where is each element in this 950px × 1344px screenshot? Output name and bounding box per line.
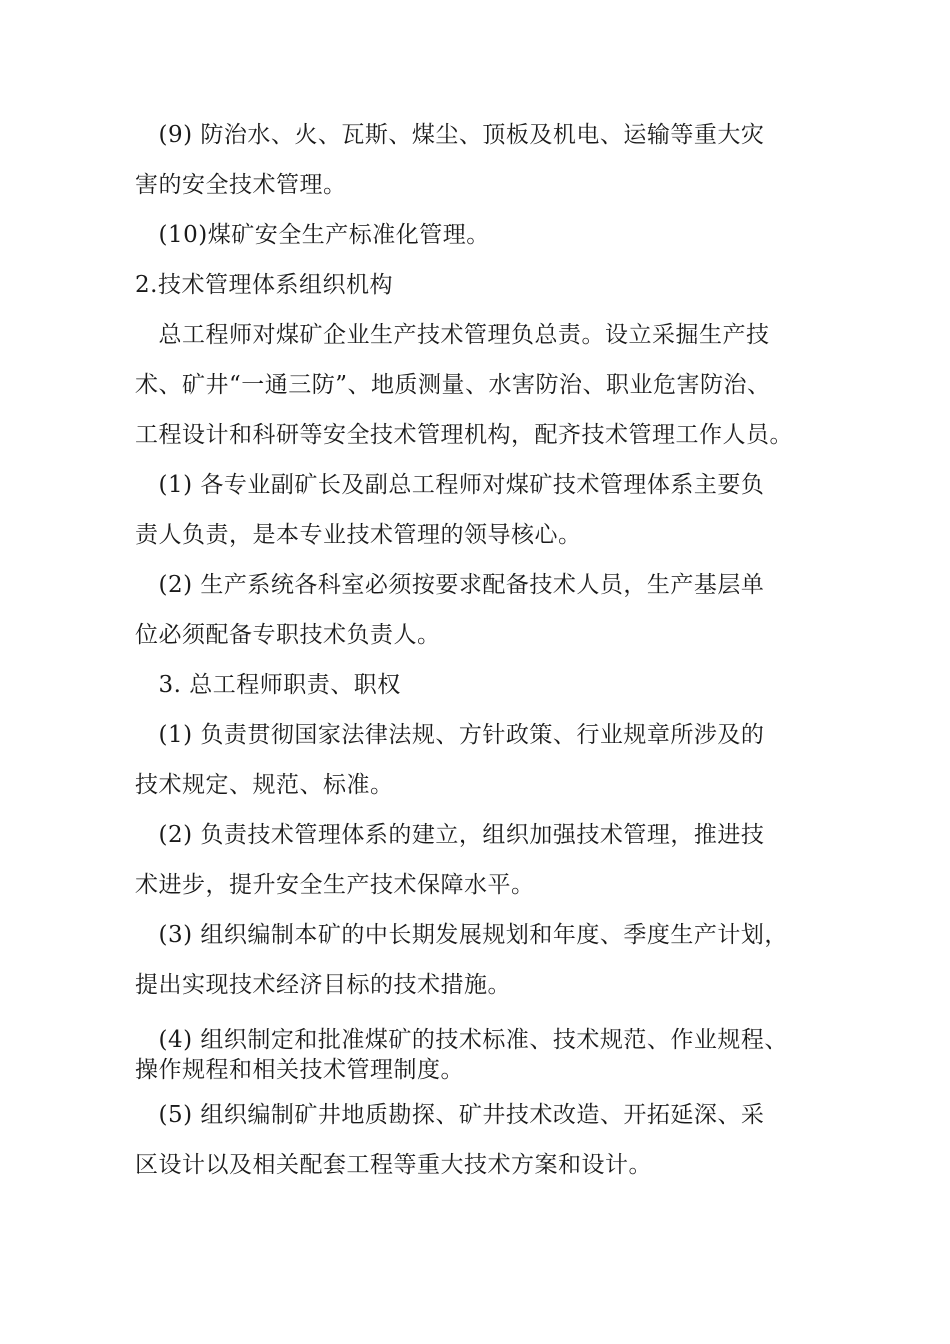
item-10-line: (10)煤矿安全生产标准化管理。 (135, 222, 490, 248)
section-3-item-2-line-1: (2) 负责技术管理体系的建立，组织加强技术管理，推进技 (135, 822, 765, 848)
section-2-paragraph-line-3: 工程设计和科研等安全技术管理机构，配齐技术管理工作人员。 (135, 422, 793, 448)
item-9-line-2: 害的安全技术管理。 (135, 172, 347, 198)
section-3-item-4-line-2: 操作规程和相关技术管理制度。 (135, 1057, 464, 1083)
section-3-item-2-line-2: 术进步，提升安全生产技术保障水平。 (135, 872, 535, 898)
item-9-line-1: (9) 防治水、火、瓦斯、煤尘、顶板及机电、运输等重大灾 (135, 122, 765, 148)
section-3-item-1-line-1: (1) 负责贯彻国家法律法规、方针政策、行业规章所涉及的 (135, 722, 765, 748)
section-3-item-4-line-1: (4) 组织制定和批准煤矿的技术标准、技术规范、作业规程、 (135, 1027, 788, 1053)
section-3-heading: 3. 总工程师职责、职权 (135, 672, 401, 698)
section-2-item-2-line-1: (2) 生产系统各科室必须按要求配备技术人员，生产基层单 (135, 572, 765, 598)
section-3-item-5-line-1: (5) 组织编制矿井地质勘探、矿井技术改造、开拓延深、采 (135, 1102, 765, 1128)
section-2-item-2-line-2: 位必须配备专职技术负责人。 (135, 622, 441, 648)
section-2-heading: 2.技术管理体系组织机构 (135, 272, 393, 298)
section-2-paragraph-line-1: 总工程师对煤矿企业生产技术管理负总责。设立采掘生产技 (135, 322, 770, 348)
section-3-item-1-line-2: 技术规定、规范、标准。 (135, 772, 394, 798)
section-3-item-3-line-1: (3) 组织编制本矿的中长期发展规划和年度、季度生产计划， (135, 922, 788, 948)
section-3-item-3-line-2: 提出实现技术经济目标的技术措施。 (135, 972, 511, 998)
section-2-item-1-line-1: (1) 各专业副矿长及副总工程师对煤矿技术管理体系主要负 (135, 472, 765, 498)
section-3-item-5-line-2: 区设计以及相关配套工程等重大技术方案和设计。 (135, 1152, 652, 1178)
section-2-paragraph-line-2: 术、矿井“一通三防”、地质测量、水害防治、职业危害防治、 (135, 372, 771, 398)
section-2-item-1-line-2: 责人负责，是本专业技术管理的领导核心。 (135, 522, 582, 548)
